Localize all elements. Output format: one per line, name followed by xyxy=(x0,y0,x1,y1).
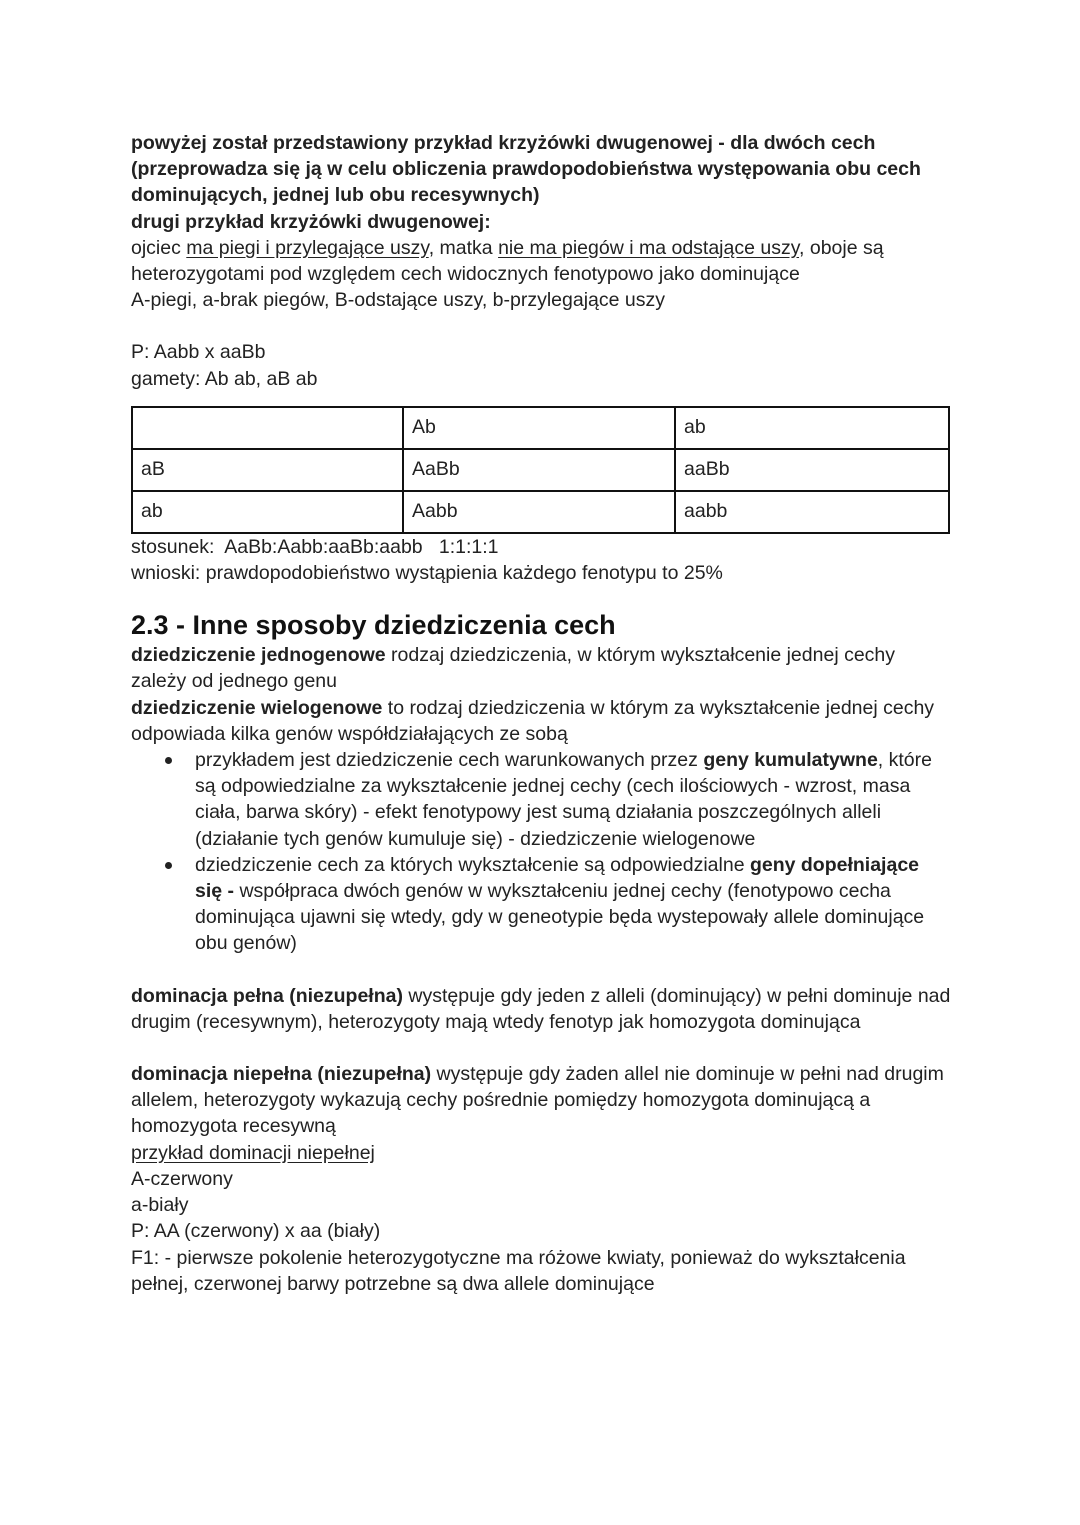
bullet1-pre: przykładem jest dziedziczenie cech warunkowanych przez xyxy=(195,749,704,772)
punnett-header-row xyxy=(132,407,949,449)
punnett-cell: aaBb xyxy=(675,449,949,491)
cross-parents: P: Aabb x aaBb xyxy=(131,341,266,364)
polygenic-def: to rodzaj dziedziczenia w którym za wykształcenie jednej cechy odpowiada kilka genów współdziałających ze sobą xyxy=(131,696,935,745)
punnett-header-cell: ab xyxy=(675,407,949,449)
conclusion-line: wnioski: prawdopodobieństwo wystąpienia każdego fenotypu to 25% xyxy=(131,562,723,585)
list-item xyxy=(195,852,951,957)
punnett-row xyxy=(132,491,949,533)
monogenic-def: rodzaj dziedziczenia, w którym wykształcenie jednej cechy zależy od jednego genu xyxy=(131,644,896,693)
monogenic-term: dziedziczenie jednogenowe xyxy=(131,644,386,667)
intro-paragraph xyxy=(131,130,951,209)
punnett-row-label: aB xyxy=(132,449,403,491)
example-heading xyxy=(131,209,951,235)
cross-gametes: gamety: Ab ab, aB ab xyxy=(131,367,318,390)
example-f1: F1: - pierwsze pokolenie heterozygotyczne ma różowe kwiaty, ponieważ do wykształcenia pełnej, czerwonej barwy potrzebne są dwa allele dominujące xyxy=(131,1246,906,1295)
bullet-icon xyxy=(165,862,172,869)
allele-red: A-czerwony xyxy=(131,1167,233,1190)
document-page xyxy=(131,130,951,1297)
full-dominance-def: występuje gdy jeden z alleli (dominujący) w pełni dominuje nad drugim (recesywnym), heterozygoty mają wtedy fenotyp jak homozygota dominująca xyxy=(131,984,951,1033)
polygenic-definition xyxy=(131,695,951,747)
bullet2-bold: geny dopełniające się - xyxy=(195,853,920,903)
punnett-row-label: ab xyxy=(132,491,403,533)
punnett-square xyxy=(131,406,950,534)
punnett-corner-cell xyxy=(132,407,403,449)
punnett-cell: Aabb xyxy=(403,491,675,533)
allele-legend: A-piegi, a-brak piegów, B-odstające uszy, b-przylegające uszy xyxy=(131,289,665,312)
ratio-line: stosunek: AaBb:Aabb:aaBb:aabb 1:1:1:1 xyxy=(131,535,499,558)
polygenic-term: dziedziczenie wielogenowe xyxy=(131,696,383,719)
punnett-header-cell: Ab xyxy=(403,407,675,449)
parents-prefix: ojciec xyxy=(131,236,187,259)
allele-white: a-biały xyxy=(131,1194,189,1217)
inheritance-list xyxy=(131,747,951,957)
incomplete-dominance-term: dominacja niepełna (niezupełna) xyxy=(131,1063,432,1086)
bullet-icon xyxy=(165,757,172,764)
bullet2-pre: dziedziczenie cech za których wykształcenie są odpowiedzialne xyxy=(195,853,750,876)
full-dominance-term: dominacja pełna (niezupełna) xyxy=(131,984,403,1007)
section-heading: 2.3 - Inne sposoby dziedziczenia cech xyxy=(131,610,616,641)
mother-traits: nie ma piegów i ma odstające uszy xyxy=(498,236,800,259)
parents-mid: , matka xyxy=(428,236,499,259)
parents-suffix: , oboje są heterozygotami pod względem cech widocznych fenotypowo jako dominujące xyxy=(131,236,884,286)
full-dominance-definition xyxy=(131,983,951,1035)
parents-description xyxy=(131,235,951,287)
bullet2-post: współpraca dwóch genów w wykształceniu jednej cechy (fenotypowo cecha dominująca ujawni się wtedy, gdy w geneotypie będa wystepowały allele dominujące obu genów) xyxy=(195,880,925,955)
list-item xyxy=(195,747,951,852)
incomplete-dominance-def: występuje gdy żaden allel nie dominuje w pełni nad drugim allelem, heterozygoty wykazują cechy pośrednie pomiędzy homozygota dominującą a homozygota recesywną xyxy=(131,1063,944,1138)
bullet1-bold: geny kumulatywne xyxy=(703,749,878,772)
punnett-cell: AaBb xyxy=(403,449,675,491)
monogenic-definition xyxy=(131,642,951,694)
example-title: przykład dominacji niepełnej xyxy=(131,1141,375,1164)
punnett-row xyxy=(132,449,949,491)
bullet1-post: , które są odpowiedzialne za wykształcenie jednej cechy (cech ilościowych - wzrost, masa ciała, barwa skóry) - efekt fenotypowy jest sumą działania poszczególnych alleli (działanie tych genów kumuluje się) - dziedziczenie wielogenowe xyxy=(195,749,932,850)
example-heading-text: drugi przykład krzyżówki dwugenowej: xyxy=(131,210,491,233)
punnett-cell: aabb xyxy=(675,491,949,533)
father-traits: ma piegi i przylegające uszy xyxy=(186,236,429,259)
example-parents: P: AA (czerwony) x aa (biały) xyxy=(131,1220,381,1243)
intro-bold-text: powyżej został przedstawiony przykład krzyżówki dwugenowej - dla dwóch cech (przeprowadza się ją w celu obliczenia prawdopodobieństwa występowania obu cech dominujących, jednej lub obu recesywnych) xyxy=(131,132,921,207)
incomplete-dominance-definition xyxy=(131,1061,951,1140)
